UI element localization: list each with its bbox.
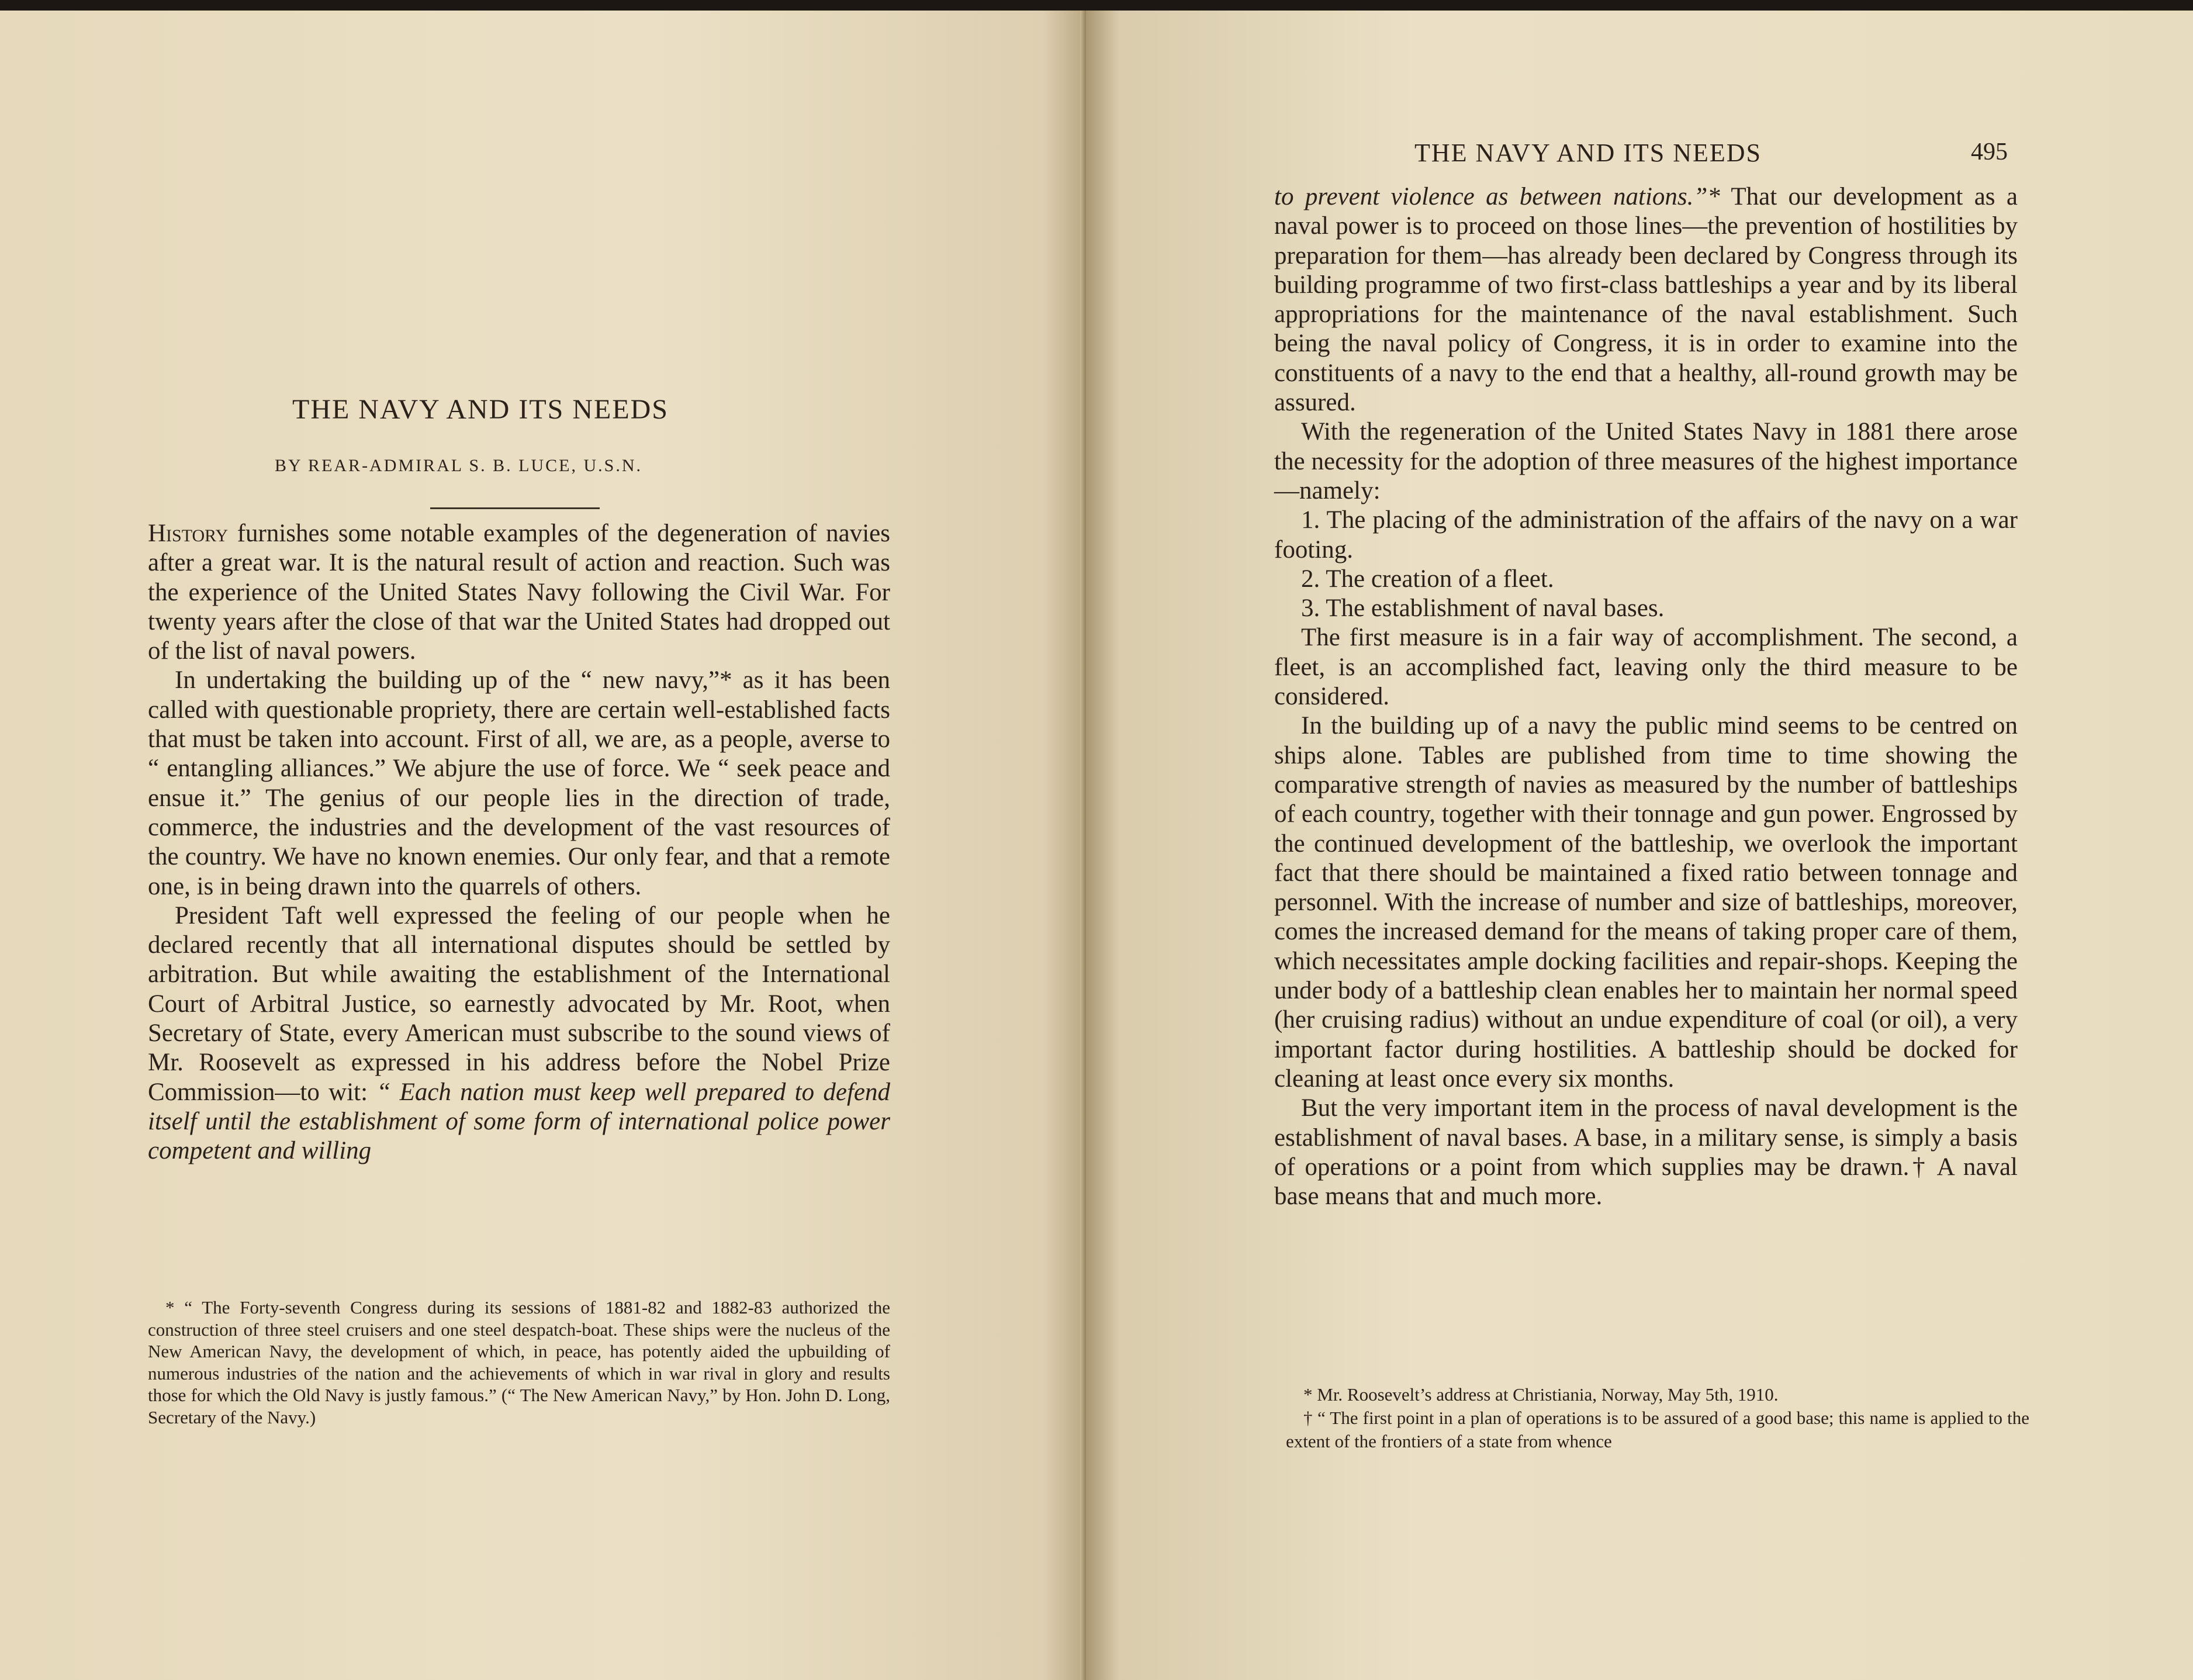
paragraph: With the regeneration of the United States Navy in 1881 there arose the necessity for the adoption of three measures of the highest importance—namely: bbox=[1274, 418, 2018, 504]
running-head: THE NAVY AND ITS NEEDS bbox=[1414, 139, 1762, 167]
paragraph: In undertaking the building up of the “ new navy,”* as it has been called with questionable propriety, there are certain well-established facts that must be taken into account. First of all, we are, as a people, averse to “ entangling alliances.” We abjure the use of force. We “ seek peace and ensue it.” The genius of our people lies in the direction of trade, commerce, the industries and the development of the vast resources of the country. We have no known enemies. Our only fear, and that a remote one, is in being drawn into the quarrels of others. bbox=[148, 666, 890, 900]
byline: BY REAR-ADMIRAL S. B. LUCE, U.S.N. bbox=[275, 456, 642, 475]
paragraph bbox=[148, 901, 890, 1166]
paragraph-text: furnishes some notable examples of the degeneration of navies after a great war. It is the natural result of action and reaction. Such was the experience of the United States Navy following the Civil War. For twenty years after the close of that war the United States had dropped out of the list of naval powers. bbox=[148, 520, 890, 665]
left-body-text bbox=[148, 519, 890, 1166]
paragraph bbox=[1274, 182, 2018, 417]
paragraph-text: President Taft well expressed the feeling of our people when he declared recently that all international disputes should be settled by arbitration. But while awaiting the establishment of the International Court of Arbitral Justice, so earnestly advocated by Mr. Root, when Secretary of State, every American must subscribe to the sound views of Mr. Roosevelt as expressed in his address before the Nobel Prize Commission—to wit: bbox=[148, 901, 890, 1106]
paragraph: But the very important item in the process of naval development is the establishment of naval bases. A base, in a military sense, is simply a basis of operations or a point from which supplies may be drawn.† A naval base means that and much more. bbox=[1274, 1094, 2018, 1211]
title-rule bbox=[430, 507, 600, 509]
right-body-text bbox=[1274, 182, 2018, 1211]
paragraph: The first measure is in a fair way of accomplishment. The second, a fleet, is an accomplished fact, leaving only the third measure to be considered. bbox=[1274, 624, 2018, 711]
footnote: * “ The Forty-seventh Congress during its sessions of 1881-82 and 1882-83 authorized the construction of three steel cruisers and one steel despatch-boat. These ships were the nucleus of the New American Navy, the development of which, in peace, has potently aided the upbuilding of numerous industries of the nation and the achievements of which in war rival in glory and results those for which the Old Navy is justly famous.” (“ The New American Navy,” by Hon. John D. Long, Secretary of the Navy.) bbox=[148, 1297, 890, 1427]
page-number: 495 bbox=[1971, 139, 2008, 165]
quotation: to prevent violence as between nations.”* bbox=[1274, 183, 1720, 210]
book-spread bbox=[0, 11, 2193, 1680]
list-item: 2. The creation of a fleet. bbox=[1301, 565, 1554, 593]
drop-word: History bbox=[148, 520, 229, 547]
quotation: “ Each nation must keep well prepared to defend itself until the establishment of some form of international police power competent and willing bbox=[148, 1078, 890, 1165]
footnote: † “ The first point in a plan of operations is to be assured of a good base; this name is applied to the extent of the frontiers of a state from whence bbox=[1286, 1408, 2029, 1451]
footnote: * Mr. Roosevelt’s address at Christiania, Norway, May 5th, 1910. bbox=[1303, 1384, 1779, 1405]
paragraph bbox=[148, 519, 890, 666]
paragraph-text: That our development as a naval power is to proceed on those lines—the prevention of hostilities by preparation for them—has already been declared by Congress through its building programme of two first-class battleships a year and by its liberal appropriations for the maintenance of the naval establishment. Such being the naval policy of Congress, it is in order to examine into the constituents of a navy to the end that a healthy, all-round growth may be assured. bbox=[1274, 183, 2018, 417]
paragraph: In the building up of a navy the public mind seems to be centred on ships alone. Tables are published from time to time showing the comparative strength of navies as measured by the number of battleships of each country, together with their tonnage and gun power. Engrossed by the continued development of the battleship, we overlook the important fact that there should be maintained a fixed ratio between tonnage and personnel. With the increase of number and size of battleships, moreover, comes the increased demand for the means of taking proper care of them, which necessitates ample docking facilities and repair-shops. Keeping the under body of a battleship clean enables her to maintain her normal speed (her cruising radius) without an undue expenditure of coal (or oil), a very important factor during hostilities. A battleship should be docked for cleaning at least once every six months. bbox=[1274, 712, 2018, 1093]
left-page bbox=[0, 11, 1086, 1680]
list-item: 3. The establishment of naval bases. bbox=[1301, 594, 1665, 623]
right-footnotes bbox=[1286, 1383, 2029, 1453]
left-footnotes bbox=[148, 1297, 890, 1428]
list-item: 1. The placing of the administration of the affairs of the navy on a war footing. bbox=[1274, 506, 2018, 564]
article-title: THE NAVY AND ITS NEEDS bbox=[292, 394, 669, 425]
